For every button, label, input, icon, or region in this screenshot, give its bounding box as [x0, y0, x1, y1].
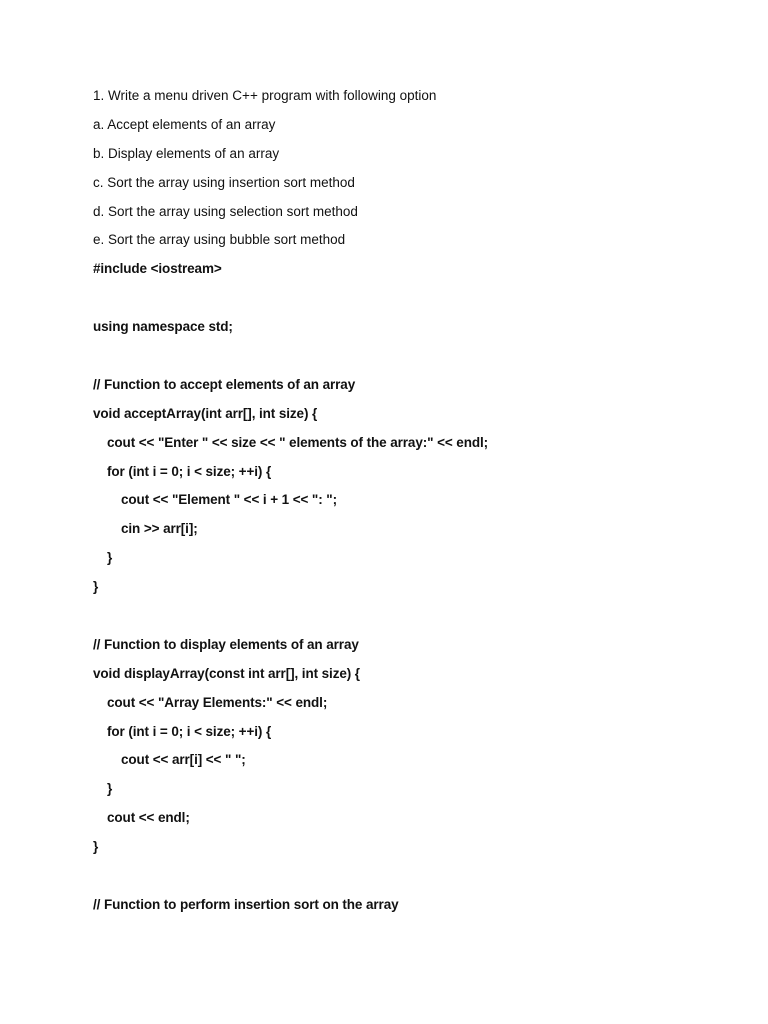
- code-display-signature: void displayArray(const int arr[], int size) {: [93, 665, 360, 681]
- document-content: [93, 86, 713, 924]
- code-line-blank: [93, 288, 713, 317]
- code-comment-accept: // Function to accept elements of an array: [93, 376, 356, 392]
- code-block: [93, 259, 713, 923]
- code-line-blank: [93, 606, 713, 635]
- code-comment-insertion: // Function to perform insertion sort on the array: [93, 896, 399, 912]
- code-display-loop-close: }: [107, 781, 113, 797]
- option-d: d. Sort the array using selection sort method: [93, 203, 358, 219]
- code-comment-display: // Function to display elements of an array: [93, 636, 359, 652]
- option-b: b. Display elements of an array: [93, 145, 280, 161]
- code-display-heading: cout << "Array Elements:" << endl;: [107, 694, 328, 710]
- code-display-endl: cout << endl;: [107, 810, 190, 826]
- code-line-blank: [93, 866, 713, 895]
- code-accept-loop-close: }: [107, 550, 113, 566]
- question-title: 1. Write a menu driven C++ program with following option: [93, 88, 437, 103]
- option-c: c. Sort the array using insertion sort method: [93, 174, 355, 190]
- code-line-blank: [93, 346, 713, 375]
- option-e: e. Sort the array using bubble sort method: [93, 232, 346, 248]
- code-accept-loop: for (int i = 0; i < size; ++i) {: [107, 463, 272, 479]
- option-a: a. Accept elements of an array: [93, 116, 276, 132]
- code-display-loop: for (int i = 0; i < size; ++i) {: [107, 723, 272, 739]
- code-line-namespace: using namespace std;: [93, 319, 233, 335]
- code-display-close: }: [93, 839, 99, 855]
- code-accept-element-prompt: cout << "Element " << i + 1 << ": ";: [121, 492, 337, 508]
- code-display-output: cout << arr[i] << " ";: [121, 752, 246, 768]
- code-accept-close: }: [93, 579, 99, 595]
- code-line-include: #include <iostream>: [93, 261, 222, 277]
- code-accept-prompt: cout << "Enter " << size << " elements of the array:" << endl;: [107, 434, 489, 450]
- code-accept-cin: cin >> arr[i];: [121, 521, 198, 537]
- code-accept-signature: void acceptArray(int arr[], int size) {: [93, 405, 318, 421]
